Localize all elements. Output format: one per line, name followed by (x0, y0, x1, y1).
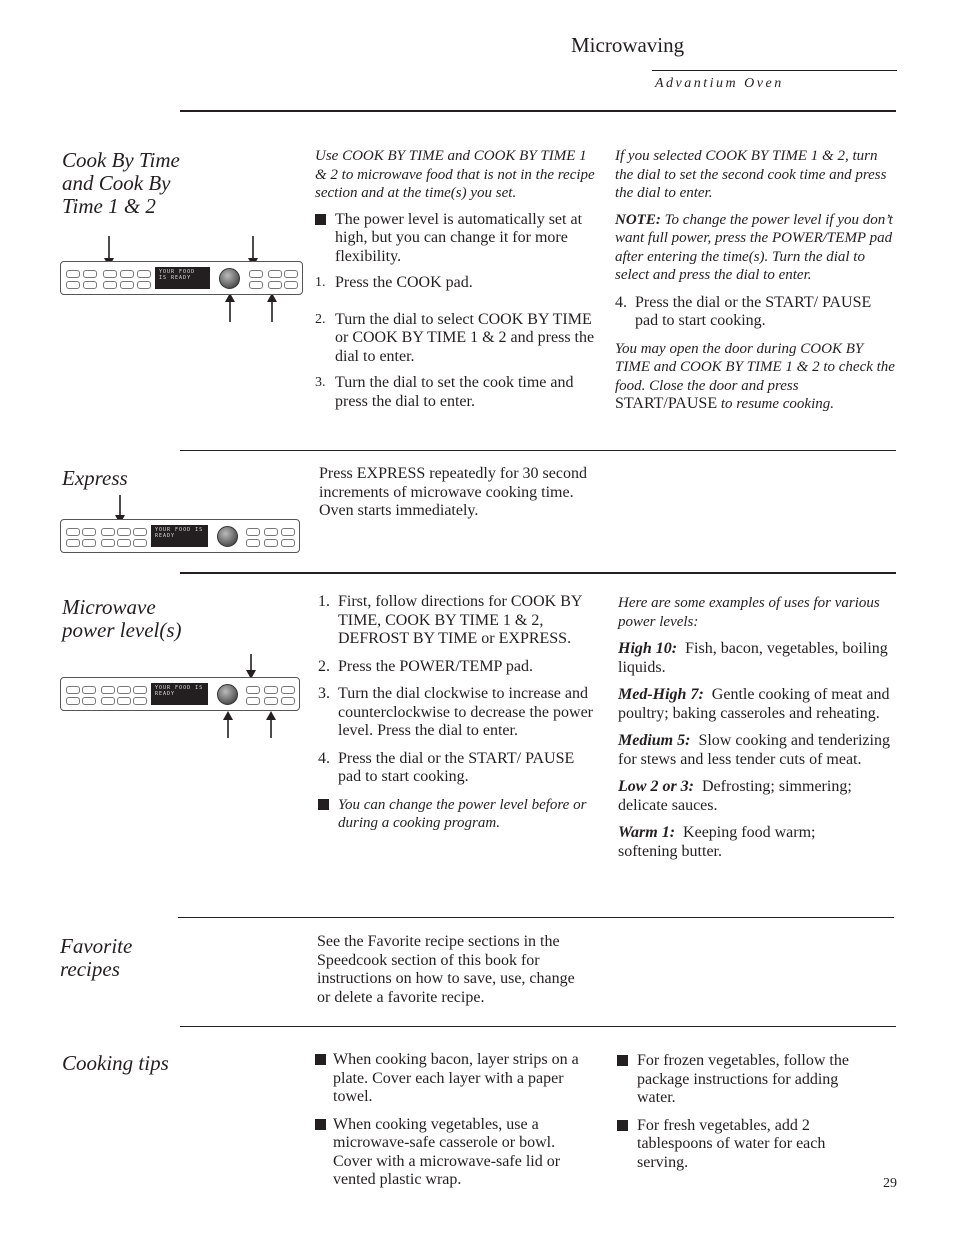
page-title: Microwaving (571, 33, 685, 57)
cook-by-time-bullet: The power level is automatically set at high, but you can change it for more flexibility. (315, 211, 605, 267)
express-text: Press EXPRESS repeatedly for 30 second increments of microwave cooking time. Oven starts immediately. (319, 465, 587, 519)
power-level-med-high: Med-High 7: Gentle cooking of meat and poultry; baking casseroles and reheating. (618, 686, 890, 722)
section-divider-top (180, 110, 896, 112)
power-level-low: Low 2 or 3: Defrosting; simmering; delicate sauces. (618, 778, 852, 814)
section-divider-tips (180, 1026, 896, 1027)
power-examples-intro: Here are some examples of uses for various power levels: (618, 595, 880, 630)
page-subtitle: Advantium Oven (655, 76, 784, 91)
section-divider-power (180, 572, 896, 574)
cook-by-time-second-time: If you selected COOK BY TIME 1 & 2, turn the dial to set the second cook time and press the dial to enter. (615, 148, 887, 201)
section-heading-cook-by-time: Cook By Time and Cook By Time 1 & 2 (62, 148, 180, 218)
power-level-instructions (318, 593, 603, 833)
section-divider-express (180, 450, 896, 451)
cooking-tips-left (315, 1051, 590, 1190)
cook-by-time-step-2: 2. Turn the dial to select COOK BY TIME or COOK BY TIME 1 & 2 and press the dial to enter. (315, 310, 595, 365)
panel-dial (217, 684, 238, 705)
section-heading-favorite: Favorite recipes (60, 934, 133, 981)
page-number: 29 (883, 1176, 897, 1191)
power-step-4: 4. Press the dial or the START/ PAUSE pad to start cooking. (318, 749, 575, 785)
cook-by-time-notes (615, 147, 897, 414)
cook-by-time-step-3: 3. Turn the dial to set the cook time and press the dial to enter. (315, 374, 574, 410)
cook-by-time-intro: Use COOK BY TIME and COOK BY TIME 1 & 2 to microwave food that is not in the recipe section and at the time(s) you set. (315, 148, 595, 201)
cooking-tips-right (617, 1052, 857, 1172)
section-heading-express: Express (62, 466, 128, 490)
tip-vegetables-casserole: When cooking vegetables, use a microwave-safe casserole or bowl. Cover with a microwave-safe lid or vented plastic wrap. (315, 1116, 583, 1190)
cook-by-time-instructions (315, 147, 605, 411)
cook-by-time-door-note: You may open the door during COOK BY TIME and COOK BY TIME 1 & 2 to check the food. Close the door and press START/PAUSE to resume cooking. (615, 340, 895, 412)
section-heading-cooking-tips: Cooking tips (62, 1051, 169, 1075)
power-level-medium: Medium 5: Slow cooking and tenderizing for stews and less tender cuts of meat. (618, 732, 890, 768)
power-step-2: 2. Press the POWER/TEMP pad. (318, 657, 533, 675)
cook-by-time-power-note: NOTE: To change the power level if you don’t want full power, press the POWER/TEMP pad after entering the time(s). Turn the dial to select and press the dial to enter. (615, 211, 893, 283)
tip-bacon: When cooking bacon, layer strips on a plate. Cover each layer with a paper towel. (315, 1051, 590, 1107)
power-level-warm: Warm 1: Keeping food warm; softening butter. (618, 824, 816, 860)
panel-display: YOUR FOOD IS READY (151, 683, 208, 705)
section-heading-power-level: Microwave power level(s) (62, 595, 182, 642)
header-rule (652, 70, 897, 71)
cook-by-time-step-4: 4. Press the dial or the START/ PAUSE pad to start cooking. (615, 293, 872, 329)
power-step-1: 1. First, follow directions for COOK BY TIME, COOK BY TIME 1 & 2, DEFROST BY TIME or EXPRESS. (318, 593, 582, 647)
tip-frozen-vegetables: For frozen vegetables, follow the package instructions for adding water. (617, 1052, 857, 1108)
section-divider-favorite (178, 917, 894, 918)
control-panel-2 (60, 519, 300, 553)
tip-fresh-vegetables: For fresh vegetables, add 2 tablespoons of water for each serving. (617, 1117, 852, 1173)
panel-display: YOUR FOOD IS READY (155, 267, 210, 289)
power-level-high: High 10: Fish, bacon, vegetables, boiling liquids. (618, 640, 888, 676)
control-panel-1 (60, 261, 303, 295)
panel-dial (217, 526, 238, 547)
cook-by-time-step-1: 1. Press the COOK pad. (315, 274, 473, 291)
favorite-text: See the Favorite recipe sections in the Speedcook section of this book for instructions on how to save, use, change or delete a favorite recipe. (317, 933, 575, 1006)
panel-dial (219, 268, 240, 289)
power-step-3: 3. Turn the dial clockwise to increase and counterclockwise to decrease the power level. Press the dial to enter. (318, 685, 593, 739)
panel-display: YOUR FOOD IS READY (151, 525, 208, 547)
control-panel-3 (60, 677, 300, 711)
power-level-examples (618, 594, 898, 861)
power-level-bullet: You can change the power level before or during a cooking program. (318, 796, 608, 833)
